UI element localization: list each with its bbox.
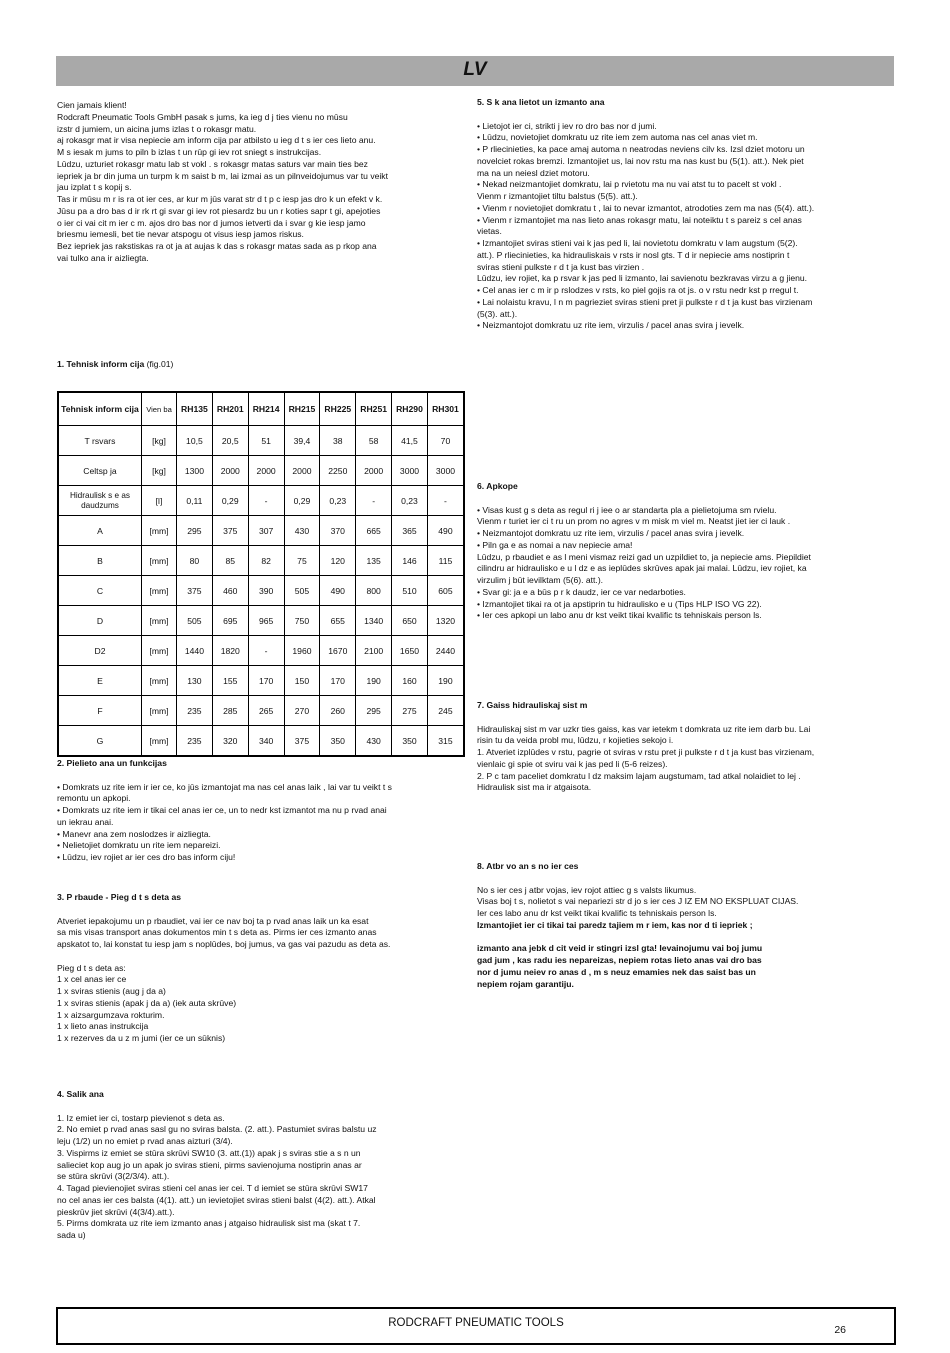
table-cell: 245: [427, 696, 464, 726]
row-label: T rsvars: [58, 426, 142, 456]
table-row: [58, 426, 464, 456]
section-1-title: [57, 359, 173, 369]
section-5-line: • Vienm r novietojiet domkratu t , lai to nevar izmantot, atrodoties zem ma nas (5(4). att.).: [477, 202, 815, 213]
table-cell: 0,23: [392, 486, 428, 516]
table-row: [58, 456, 464, 486]
table-cell: 430: [356, 726, 392, 757]
section-5-line: sviras stieni pulkste r d t ja kust bas virzien .: [477, 261, 645, 272]
row-label: C: [58, 576, 142, 606]
table-cell: 430: [284, 516, 320, 546]
table-cell: 75: [284, 546, 320, 576]
table-cell: 38: [320, 426, 356, 456]
table-cell: -: [248, 486, 284, 516]
section-3-line: sa mis visas transport anas dokumentos min t s deta as. Pirms ier ces izmanto anas: [57, 927, 377, 938]
table-cell: 80: [177, 546, 213, 576]
table-cell: 275: [392, 696, 428, 726]
delivered-part-item: 1 x sviras stienis (apak j da a) (iek auta skrūve): [57, 997, 237, 1008]
table-cell: 235: [177, 696, 213, 726]
table-cell: 505: [177, 606, 213, 636]
section-5-line: (5(3). att.).: [477, 308, 518, 319]
section-7-line: 1. Atveriet izplūdes v rstu, pagrie ot sviras v rstu pret ji pulkste r d t ja kust bas virzienam,: [477, 747, 815, 757]
section-5-line: • Izmantojiet sviras stieni vai k jas ped li, lai novietotu domkratu v lam augstum (5(2).: [477, 238, 798, 248]
section-7-line: risin tu da veida probl mu, lūdzu, r kojieties sekojo i.: [477, 735, 674, 746]
section-5-line: ma na un neiesl dziet motoru.: [477, 167, 590, 178]
section-3: [57, 892, 467, 1045]
language-header-bar: [56, 56, 894, 86]
section-2-line: un iekrau anai.: [57, 816, 114, 827]
section-2-line: • Domkrats uz rite iem ir tikai cel anas ier ce, un to nedr kst izmantot ma nu p rvad anai: [57, 805, 387, 815]
intro-line: o ier ci vai cit m ier c m. ajos dro bas nor d jumos ietverti da i svar g kie iesp jamo: [57, 217, 366, 228]
section-6-title: 6. Apkope: [477, 481, 518, 491]
table-cell: -: [248, 636, 284, 666]
table-cell: 120: [320, 546, 356, 576]
delivered-part-item: 1 x aizsargumzava rokturim.: [57, 1009, 165, 1020]
section-6-line: • Neizmantojot domkratu uz rite iem, virzulis / pacel anas svira j ievelk.: [477, 528, 745, 538]
section-2-line: • Manevr ana zem noslodzes ir aizliegta.: [57, 828, 211, 839]
delivered-part-item: 1 x sviras stienis (aug j da a): [57, 986, 166, 996]
section-4-line: 1. Iz emiet ier ci, tostarp pievienot s deta as.: [57, 1112, 225, 1123]
table-cell: 155: [212, 666, 248, 696]
section-4-line: se stūra skrūvi (3(2/3/4). att.).: [57, 1171, 170, 1182]
table-cell: 1320: [427, 606, 464, 636]
section-2-title: 2. Pielieto ana un funkcijas: [57, 758, 167, 768]
row-unit: [mm]: [142, 576, 177, 606]
model-column-header: RH251: [356, 392, 392, 426]
table-cell: 2440: [427, 636, 464, 666]
section-5-title: 5. S k ana lietot un izmanto ana: [477, 97, 605, 107]
section-2-line: • Lūdzu, iev rojiet ar ier ces dro bas inform ciju!: [57, 852, 236, 862]
section-4-line: salieciet kop aug jo un apak jo sviras stieni, pirms savienojuma nostiprin anas ar: [57, 1159, 362, 1170]
table-cell: 260: [320, 696, 356, 726]
table-row: [58, 576, 464, 606]
section-7-line: Hidraulisk sist ma ir atgaisota.: [477, 782, 592, 793]
row-unit: [mm]: [142, 546, 177, 576]
table-cell: 2000: [248, 456, 284, 486]
table-cell: 285: [212, 696, 248, 726]
table-row: [58, 636, 464, 666]
table-cell: 375: [284, 726, 320, 757]
row-label: F: [58, 696, 142, 726]
table-cell: 2000: [356, 456, 392, 486]
row-unit: [mm]: [142, 516, 177, 546]
table-head-label: Tehnisk inform cija: [58, 392, 142, 426]
section-5-line: • Neizmantojot domkratu uz rite iem, virzulis / pacel anas svira j ievelk.: [477, 320, 745, 331]
section-6-line: • Visas kust g s deta as regul ri j iee o ar standarta pla a pielietojuma sm rvielu.: [477, 504, 777, 515]
delivered-parts-title: Pieg d t s deta as:: [57, 962, 126, 973]
section-7-line: vienlaic gi spie ot sviru vai k jas ped li (5-6 reizes).: [477, 758, 668, 769]
section-8-line: Ier ces labo anu dr kst veikt tikai kvalific ts tehniskais person ls.: [477, 908, 717, 918]
table-cell: 350: [320, 726, 356, 757]
section-6-line: • Izmantojiet tikai ra ot ja apstiprin tu hidraulisko e u (Tips HLP ISO VG 22).: [477, 598, 762, 609]
table-cell: 375: [177, 576, 213, 606]
technical-data-table: [57, 391, 465, 757]
section-4-line: 2. No emiet p rvad anas sasl gu no sviras balsta. (2. att.). Pastumiet sviras balstu uz: [57, 1124, 377, 1135]
section-8: [477, 861, 891, 990]
section-5: [477, 97, 891, 332]
table-cell: 340: [248, 726, 284, 757]
section-6-line: • Svar gi: ja e a būs p r k daudz, ier ce var nedarboties.: [477, 586, 686, 597]
table-cell: 58: [356, 426, 392, 456]
table-cell: 0,11: [177, 486, 213, 516]
table-cell: 170: [248, 666, 284, 696]
intro-line: Rodcraft Pneumatic Tools GmbH pasak s jums, ka ieg d j ties vienu no mūsu: [57, 111, 348, 122]
section-7-title: 7. Gaiss hidrauliskaj sist m: [477, 700, 588, 710]
section-5-line: • P rliecinieties, ka pace amaj automa n neatrodas neviens cilv ks. Izsl dziet motoru un: [477, 144, 805, 154]
section-4-line: sada u): [57, 1230, 86, 1240]
intro-line: jau izplat t s kopij s.: [57, 182, 132, 193]
table-cell: 307: [248, 516, 284, 546]
row-unit: [mm]: [142, 636, 177, 666]
row-label: D2: [58, 636, 142, 666]
table-cell: 39,4: [284, 426, 320, 456]
section-3-line: apskatot to, lai konstat tu iesp jam s noplūdes, boj jumus, va gas vai pazudu as deta as.: [57, 939, 391, 949]
section-3-title: 3. P rbaude - Pieg d t s deta as: [57, 892, 182, 902]
delivered-part-item: 1 x cel anas ier ce: [57, 974, 127, 985]
model-column-header: RH301: [427, 392, 464, 426]
row-label: Hidraulisk s e as daudzums: [58, 486, 142, 516]
section-8-title: 8. Atbr vo an s no ier ces: [477, 861, 579, 871]
table-cell: 1820: [212, 636, 248, 666]
table-cell: 2000: [284, 456, 320, 486]
table-cell: 1650: [392, 636, 428, 666]
intro-line: Bez iepriek jas rakstiskas ra ot ja at aujas k das s rokasgr matas sada as p rkop ana: [57, 241, 377, 251]
intro-line: izstr d jumiem, un aicina jums izlas t o rokasgr matu.: [57, 123, 257, 134]
table-cell: 170: [320, 666, 356, 696]
section-8-warning-line: Izmantojiet ier ci tikai tai paredz tajiem m r iem, kas nor d ti iepriek ;: [477, 919, 753, 930]
table-head-unit: Vien ba: [142, 392, 177, 426]
table-cell: 2250: [320, 456, 356, 486]
section-1-title-text: 1. Tehnisk inform cija: [57, 359, 145, 369]
table-cell: 320: [212, 726, 248, 757]
intro-line: vai tulko ana ir aizliegta.: [57, 252, 149, 263]
table-cell: 1440: [177, 636, 213, 666]
row-label: Celtsp ja: [58, 456, 142, 486]
table-row: [58, 726, 464, 757]
table-cell: 1300: [177, 456, 213, 486]
intro-text: [57, 100, 467, 265]
intro-line: Jūsu pa a dro bas d ir rk rt gi svar gi iev rot piesardz bu un r koties sapr t gi, apejoties: [57, 205, 381, 216]
model-column-header: RH215: [284, 392, 320, 426]
section-2-line: • Nelietojiet domkratu un rite iem nepareizi.: [57, 840, 221, 851]
section-2-line: • Domkrats uz rite iem ir ier ce, ko jūs izmantojat ma nas cel anas laik , lai var tu veikt t s: [57, 781, 392, 792]
table-cell: 490: [320, 576, 356, 606]
table-cell: 295: [177, 516, 213, 546]
row-label: G: [58, 726, 142, 757]
section-6-line: • Piln ga e as nomai a nav nepiecie ama!: [477, 539, 633, 550]
table-cell: 390: [248, 576, 284, 606]
table-cell: 665: [356, 516, 392, 546]
model-column-header: RH201: [212, 392, 248, 426]
section-5-line: • Cel anas ier c m ir p rslodzes v rsts, ko piel gojis ra ot js. o v rstu nedr kst p rregul t.: [477, 285, 799, 295]
section-4-line: 4. Tagad pievienojiet sviras stieni cel anas ier cei. T d iemiet se stūra skrūvi SW17: [57, 1183, 368, 1193]
row-unit: [l]: [142, 486, 177, 516]
intro-line: iepriek ja br din juma un turpm k m saist b m, lai izmai as un pilnveidojumus var tu veikt: [57, 170, 388, 181]
page-number: 26: [834, 1324, 846, 1336]
section-8-warning-line: [477, 932, 891, 944]
section-6-line: cilindru ar hidraulisko e u l dz e as ieplūdes skrūves apak jai malai. Lūdzu, iev rojiet, ka: [477, 563, 807, 574]
section-6: [477, 481, 891, 622]
table-cell: 490: [427, 516, 464, 546]
footer-brand: RODCRAFT PNEUMATIC TOOLS: [388, 1317, 564, 1329]
section-8-line: No s ier ces j atbr vojas, iev rojot attiec g s valsts likumus.: [477, 884, 697, 895]
table-cell: 85: [212, 546, 248, 576]
section-4-line: leju (1/2) un no emiet p rvad anas aizturi (3/4).: [57, 1136, 233, 1146]
table-cell: 0,29: [212, 486, 248, 516]
delivered-part-item: 1 x rezerves da u z m jumi (ier ce un sūknis): [57, 1033, 226, 1043]
section-6-line: • Ier ces apkopi un labo anu dr kst veikt tikai kvalific ts tehniskais person ls.: [477, 610, 762, 621]
table-cell: 365: [392, 516, 428, 546]
section-4-line: pieskrūv jiet skrūvi (4(3/4).att.).: [57, 1206, 175, 1217]
table-cell: 2000: [212, 456, 248, 486]
section-5-line: novelciet rokas bremzi. Izmantojiet us, lai nov rstu ma nas kust bu (5(1). att.). Nek piet: [477, 155, 804, 166]
table-cell: 350: [392, 726, 428, 757]
intro-line: Cien jamais klient!: [57, 100, 127, 110]
table-cell: 160: [392, 666, 428, 696]
section-5-line: att.). P rliecinieties, ka hidrauliskais v rsts ir nosl gts. T d ir nepiecie ams nostiprin t: [477, 249, 790, 260]
model-column-header: RH225: [320, 392, 356, 426]
model-column-header: RH214: [248, 392, 284, 426]
table-header-row: [58, 392, 464, 426]
section-8-line: Visas boj t s, nolietot s vai nepariezi str d jo s ier ces J IZ EM NO EKSPLUAT CIJAS.: [477, 896, 799, 907]
footer-box: [56, 1307, 896, 1345]
language-code: LV: [463, 59, 487, 80]
section-4-title: 4. Salik ana: [57, 1089, 104, 1099]
table-row: [58, 696, 464, 726]
section-7-line: 2. P c tam paceliet domkratu l dz maksim lajam augstumam, tad atkal nolaidiet to lej .: [477, 770, 801, 781]
row-unit: [mm]: [142, 606, 177, 636]
table-cell: 0,29: [284, 486, 320, 516]
intro-line: aj rokasgr mat ir visa nepiecie am inform cija par atbilsto u ieg d t s ier ces lieto anu.: [57, 135, 376, 146]
table-cell: 3000: [427, 456, 464, 486]
table-row: [58, 486, 464, 516]
table-cell: 510: [392, 576, 428, 606]
table-cell: 315: [427, 726, 464, 757]
table-cell: 295: [356, 696, 392, 726]
table-cell: 190: [427, 666, 464, 696]
section-7: [477, 700, 891, 794]
section-2-line: remontu un apkopi.: [57, 793, 131, 804]
table-cell: 190: [356, 666, 392, 696]
section-4: [57, 1089, 467, 1242]
section-5-line: • Nekad neizmantojiet domkratu, lai p rvietotu ma nu vai atst tu to pacelt st vokl .: [477, 179, 782, 190]
row-unit: [kg]: [142, 456, 177, 486]
delivered-part-item: 1 x lieto anas instrukcija: [57, 1021, 149, 1032]
table-cell: 800: [356, 576, 392, 606]
table-cell: 150: [284, 666, 320, 696]
table-cell: 750: [284, 606, 320, 636]
table-cell: 10,5: [177, 426, 213, 456]
table-cell: -: [356, 486, 392, 516]
row-label: B: [58, 546, 142, 576]
row-unit: [mm]: [142, 666, 177, 696]
table-cell: 2100: [356, 636, 392, 666]
table-cell: 115: [427, 546, 464, 576]
section-5-line: • Lai nolaistu kravu, l n m pagrieziet sviras stieni pret ji pulkste r d t ja kust bas virzienam: [477, 296, 813, 307]
table-cell: 965: [248, 606, 284, 636]
row-unit: [kg]: [142, 426, 177, 456]
intro-line: briesmu iemesli, bet tie nevar atspogu ot visus iesp jamos riskus.: [57, 229, 304, 240]
section-5-line: • Lūdzu, novietojiet domkratu uz rite iem zem automa nas cel anas viet m.: [477, 132, 758, 143]
section-8-warning-line: nepiem rojam garantiju.: [477, 978, 574, 989]
table-cell: 146: [392, 546, 428, 576]
section-4-line: 3. Vispirms iz emiet se stūra skrūvi SW10 (3. att.(1)) apak j s sviras stie a s n un: [57, 1147, 361, 1158]
row-label: D: [58, 606, 142, 636]
table-cell: 235: [177, 726, 213, 757]
table-cell: 695: [212, 606, 248, 636]
section-6-line: Lūdzu, p rbaudiet e as l meni vismaz reizi gad un uzpildiet to, ja nepiecie ams. Piepildiet: [477, 551, 811, 562]
table-cell: 1670: [320, 636, 356, 666]
table-cell: 375: [212, 516, 248, 546]
table-row: [58, 516, 464, 546]
table-row: [58, 666, 464, 696]
intro-line: M s iesak m jums to piln b izlas t un rūp gi iev rot sniegt s instrukcijas.: [57, 147, 322, 157]
table-cell: -: [427, 486, 464, 516]
section-5-line: • Lietojot ier ci, strikti j iev ro dro bas nor d jumi.: [477, 120, 657, 131]
table-cell: 51: [248, 426, 284, 456]
table-cell: 460: [212, 576, 248, 606]
model-column-header: RH135: [177, 392, 213, 426]
intro-line: Tas ir mūsu m r is ra ot ier ces, ar kur m jūs varat str d t p c iesp jas dro k un efekt v k.: [57, 194, 383, 204]
table-cell: 270: [284, 696, 320, 726]
table-cell: 41,5: [392, 426, 428, 456]
section-8-warning-line: gad jum , kas radu ies nepareizas, nepiem rotas lieto anas vai dro bas: [477, 955, 762, 965]
table-cell: 0,23: [320, 486, 356, 516]
table-cell: 82: [248, 546, 284, 576]
table-cell: 650: [392, 606, 428, 636]
row-unit: [mm]: [142, 726, 177, 757]
table-cell: 3000: [392, 456, 428, 486]
section-2: [57, 758, 467, 864]
table-row: [58, 546, 464, 576]
table-cell: 655: [320, 606, 356, 636]
table-cell: 1340: [356, 606, 392, 636]
section-6-line: virzulim j būt ievilktam (5(6). att.).: [477, 575, 604, 585]
section-5-line: Lūdzu, iev rojiet, ka p rsvar k jas ped li izmanto, lai savienotu bezkravas virzu a g jienu.: [477, 273, 808, 284]
section-3-line: Atveriet iepakojumu un p rbaudiet, vai ier ce nav boj ta p rvad anas laik un ka esat: [57, 915, 369, 926]
table-cell: 20,5: [212, 426, 248, 456]
section-1-fig-ref: (fig.01): [146, 359, 174, 369]
table-cell: 130: [177, 666, 213, 696]
table-cell: 505: [284, 576, 320, 606]
section-4-line: no cel anas ier ces balsta (4(1). att.) un ievietojiet sviras stieni balst (4(2). att.). Atkal: [57, 1194, 376, 1205]
table-cell: 1960: [284, 636, 320, 666]
section-8-warning-line: izmanto ana jebk d cit veid ir stingri izsl gta! Ievainojumu vai boj jumu: [477, 943, 763, 954]
section-5-line: • Vienm r izmantojiet ma nas lieto anas rokasgr matu, lai noteiktu t s pareiz s cel anas: [477, 214, 802, 225]
section-4-line: 5. Pirms domkrata uz rite iem izmanto anas j atgaiso hidraulisk sist ma (skat t 7.: [57, 1218, 361, 1229]
section-8-warning-line: nor d jumu neiev ro anas d , m s neuz emamies nek das saist bas un: [477, 966, 756, 977]
table-cell: 605: [427, 576, 464, 606]
section-6-line: Vienm r turiet ier ci t ru un prom no agres v m misk m viel m. Neatst jiet ier ci lauk .: [477, 516, 791, 527]
row-unit: [mm]: [142, 696, 177, 726]
table-cell: 265: [248, 696, 284, 726]
table-cell: 70: [427, 426, 464, 456]
table-cell: 370: [320, 516, 356, 546]
row-label: A: [58, 516, 142, 546]
section-5-line: vietas.: [477, 226, 502, 237]
intro-line: Lūdzu, uzturiet rokasgr matu lab st vokl . s rokasgr matas saturs var main ties bez: [57, 158, 368, 169]
section-5-line: Vienm r izmantojiet tiltu balstus (5(5). att.).: [477, 191, 638, 201]
model-column-header: RH290: [392, 392, 428, 426]
table-cell: 135: [356, 546, 392, 576]
section-7-line: Hidrauliskaj sist m var uzkr ties gaiss, kas var ietekm t domkrata uz rite iem darb bu. Lai: [477, 723, 811, 734]
table-row: [58, 606, 464, 636]
row-label: E: [58, 666, 142, 696]
